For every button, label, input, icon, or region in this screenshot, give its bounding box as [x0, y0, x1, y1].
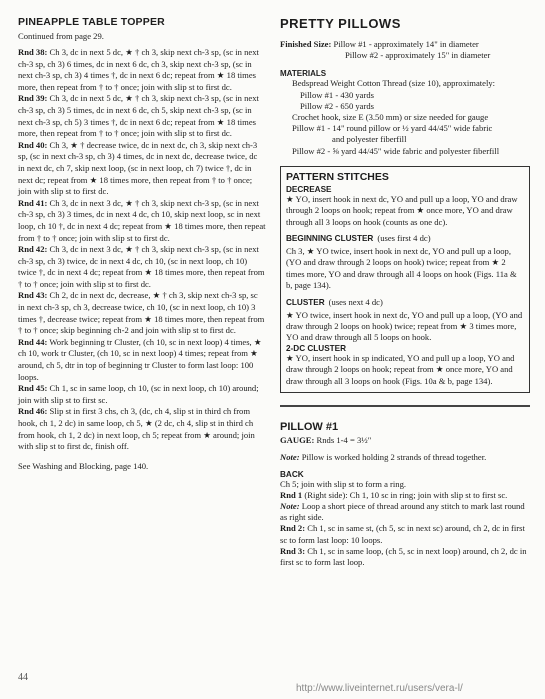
beginning-cluster-text: Ch 3, ★ YO twice, insert hook in next dc, YO and pull up a loop, (YO and draw through 2 loops on hook) twice; repeat from ★ 2 times more, YO and draw through all 4 loops on hook (Figs. 11a & b, page 134). [286, 246, 517, 291]
decrease-heading: DECREASE [286, 184, 332, 194]
section-title: PRETTY PILLOWS [280, 16, 401, 31]
cluster-heading-row [286, 292, 525, 310]
washing-note: See Washing and Blocking, page 140. [18, 460, 149, 471]
round-label: Rnd 46: [18, 406, 48, 417]
rnd-3 [280, 546, 530, 568]
round-row [18, 198, 266, 244]
round-text: Work beginning tr Cluster, (ch 10, sc in next loop) 4 times, ★ ch 10, work tr Cluster, (ch 10, sc in next loop) 4 times; repeat from ★ around, ch 5, dtr in top of beginning tr Cluster to form last loop: 100 loops. [18, 336, 262, 382]
note-2-text: Loop a short piece of thread around any stitch to mark last round as right side. [280, 500, 525, 523]
cluster-text: ★ YO twice, insert hook in next dc, YO and pull up a loop, (YO and draw through 2 loops on hook) twice; repeat from ★ 3 times more, YO and draw through all 5 loops on hook. [286, 309, 523, 343]
round-row [18, 337, 266, 383]
materials-hook: Crochet hook, size E (3.50 mm) or size needed for gauge [292, 112, 489, 123]
note-2-line [280, 501, 530, 523]
round-text: Ch 3, dc in next 5 dc, ★ † ch 3, skip next ch-3 sp, (sc in next ch-3 sp, ch 3) 5 times, dc in next 6 dc, ch 5, skip next ch-3 sp, (sc in next ch-3 sp, ch 5) 3 times †, dc in next 6 dc; repeat from ★ 18 times more, then repeat from † to † once; join with slip st to first dc. [18, 93, 259, 139]
page-number: 44 [18, 672, 28, 683]
beginning-cluster-heading-row [286, 228, 525, 246]
left-column [18, 0, 266, 472]
round-row [18, 93, 266, 139]
round-text: Ch 3, ★ † decrease twice, dc in next dc, ch 3, skip next ch-3 sp, (sc in next ch-3 sp, ch 3) 4 times, dc in next dc, decrease twice, dc in next dc, ch 7, skip next loop, (sc in next loop, ch 7) twice †, dc in next dc; repeat from ★ 18 times more, then repeat from † to † once; join with slip st to first dc. [18, 139, 258, 197]
materials-pillow-2-form: Pillow #2 - ⅝ yard 44/45" wide fabric and polyester fiberfill [292, 145, 500, 156]
gauge-text: Rnds 1-4 = 3½" [316, 435, 372, 446]
materials-heading: MATERIALS [280, 69, 327, 79]
round-label: Rnd 43: [18, 290, 48, 301]
finished-label: Finished Size: [280, 39, 332, 49]
cluster-heading: CLUSTER [286, 297, 325, 307]
finished-pillow-1: Pillow #1 - approximately 14" in diameter [333, 39, 479, 49]
finished-size [280, 39, 530, 50]
rnd-1-label: Rnd 1 [280, 489, 303, 500]
round-label: Rnd 41: [18, 197, 48, 208]
rnd-2-label: Rnd 2: [280, 523, 306, 534]
rnd-2-text: Ch 1, sc in same st, (ch 5, sc in next sc) around, ch 2, dc in first sc to form last loop: 10 loops. [280, 523, 525, 545]
round-label: Rnd 45: [18, 383, 48, 394]
round-text: Ch 2, dc in next dc, decrease, ★ † ch 3, skip next ch-3 sp, sc in next ch-3 sp, ch 3, decrease twice, ch 10, (sc in next loop, ch 10) 3 times †, decrease twice; repeat from ★ 18 times more, then repeat from † to † once; skip beginning ch-2 and join with slip st to first dc. [18, 290, 265, 336]
round-label: Rnd 40: [18, 139, 48, 150]
note-line [280, 452, 530, 463]
rnd-3-text: Ch 1, sc in same loop, (ch 5, sc in next loop) around, ch 2, dc in first sc to form last loop. [280, 545, 527, 567]
materials-pillow-1-yards: Pillow #1 - 430 yards [300, 89, 374, 100]
pattern-stitches-box [280, 166, 530, 393]
round-row [18, 244, 266, 290]
pillow-1-title: PILLOW #1 [280, 421, 339, 434]
round-row [18, 383, 266, 406]
note-label: Note: [280, 452, 300, 463]
right-column [280, 0, 530, 568]
materials-thread: Bedspread Weight Cotton Thread (size 10), approximately: [292, 78, 496, 89]
back-start: Ch 5; join with slip st to form a ring. [280, 478, 407, 489]
back-heading: BACK [280, 469, 304, 479]
two-dc-cluster-text: ★ YO, insert hook in sp indicated, YO and pull up a loop, YO and draw through 2 loops on hook; repeat from ★ once more, YO and draw through all 3 loops on hook (Figs. 10a & b, page 134). [286, 352, 515, 386]
round-text: Ch 3, dc in next 3 dc, ★ † ch 3, skip next ch-3 sp, (sc in next ch-3 sp, ch 3) 3 times, dc in next 4 dc, ch 10, skip next loop, sc in next loop, ch 10 †, dc in next 4 dc; repeat from ★ 18 times more, then repeat from † to † once; join with slip st to first dc. [18, 197, 266, 243]
continued-note: Continued from page 29. [18, 31, 104, 41]
two-dc-cluster-heading: 2-DC CLUSTER [286, 343, 347, 353]
round-label: Rnd 39: [18, 93, 48, 104]
watermark-url: http://www.liveinternet.ru/users/vera-l/ [296, 683, 463, 694]
round-label: Rnd 44: [18, 336, 48, 347]
note-text: Pillow is worked holding 2 strands of thread together. [301, 452, 487, 463]
gauge-label: GAUGE: [280, 435, 315, 446]
round-row [18, 140, 266, 198]
rnd-2 [280, 523, 530, 545]
round-text: Ch 1, sc in same loop, ch 10, (sc in next loop, ch 10) around; join with slip st to first sc. [18, 383, 259, 405]
rnd-1-text: (Right side): Ch 1, 10 sc in ring; join with slip st to first sc. [304, 489, 508, 500]
round-row [18, 406, 266, 452]
rnd-3-label: Rnd 3: [280, 545, 306, 556]
rnd-1 [280, 490, 530, 501]
gauge-line [280, 435, 530, 446]
round-row [18, 290, 266, 336]
round-label: Rnd 42: [18, 244, 48, 255]
round-label: Rnd 38: [18, 47, 48, 57]
beginning-cluster-heading: BEGINNING CLUSTER [286, 234, 374, 244]
materials-pillow-1-form-cont: and polyester fiberfill [332, 134, 407, 145]
round-list [18, 47, 266, 453]
decrease-text: ★ YO, insert hook in next dc, YO and pull up a loop, YO and draw through 2 loops on hook; repeat from ★ once more, YO and draw through all 3 loops on hook (counts as one dc). [286, 193, 518, 227]
finished-pillow-2: Pillow #2 - approximately 15" in diameter [345, 50, 491, 61]
round-text: Ch 3, dc in next 3 dc, ★ † ch 3, skip next ch-3 sp, (sc in next ch-3 sp, ch 3) twice, dc in next 4 dc, ch 10, (sc in next loop, ch 10) twice †, dc in next 4 dc; repeat from ★ 18 times more, then repeat from † to † once; join with slip st to first dc. [18, 244, 265, 289]
pattern-stitches-title: PATTERN STITCHES [286, 170, 389, 183]
round-text: Ch 3, dc in next 5 dc, ★ † ch 3, skip next ch-3 sp, (sc in next ch-3 sp, ch 3) 6 times, dc in next 6 dc, ch 3, skip next ch-3 sp, (sc in next ch-3 sp, ch 3) 4 times †, dc in next 6 dc; repeat from ★ 18 times more, then repeat from † to † once; join with slip st to first dc. [18, 47, 259, 92]
materials-pillow-2-yards: Pillow #2 - 650 yards [300, 100, 374, 111]
pattern-title: PINEAPPLE TABLE TOPPER [18, 16, 165, 28]
cluster-note: (uses next 4 dc) [328, 296, 383, 307]
materials-pillow-1-form: Pillow #1 - 14" round pillow or ½ yard 44/45" wide fabric [292, 123, 493, 134]
round-text: Slip st in first 3 chs, ch 3, (dc, ch 4, slip st in third ch from hook, ch 1, 2 dc) in same loop, ch 5, ★ (2 dc, ch 4, slip st in third ch from hook, ch 1, 2 dc) in next loop, ch 5; repeat from ★ around; join with slip st to first dc, finish off. [18, 406, 255, 452]
beginning-cluster-note: (uses first 4 dc) [377, 233, 431, 244]
section-divider [280, 405, 530, 407]
round-row [18, 47, 266, 93]
note-2-label: Note: [280, 500, 300, 511]
